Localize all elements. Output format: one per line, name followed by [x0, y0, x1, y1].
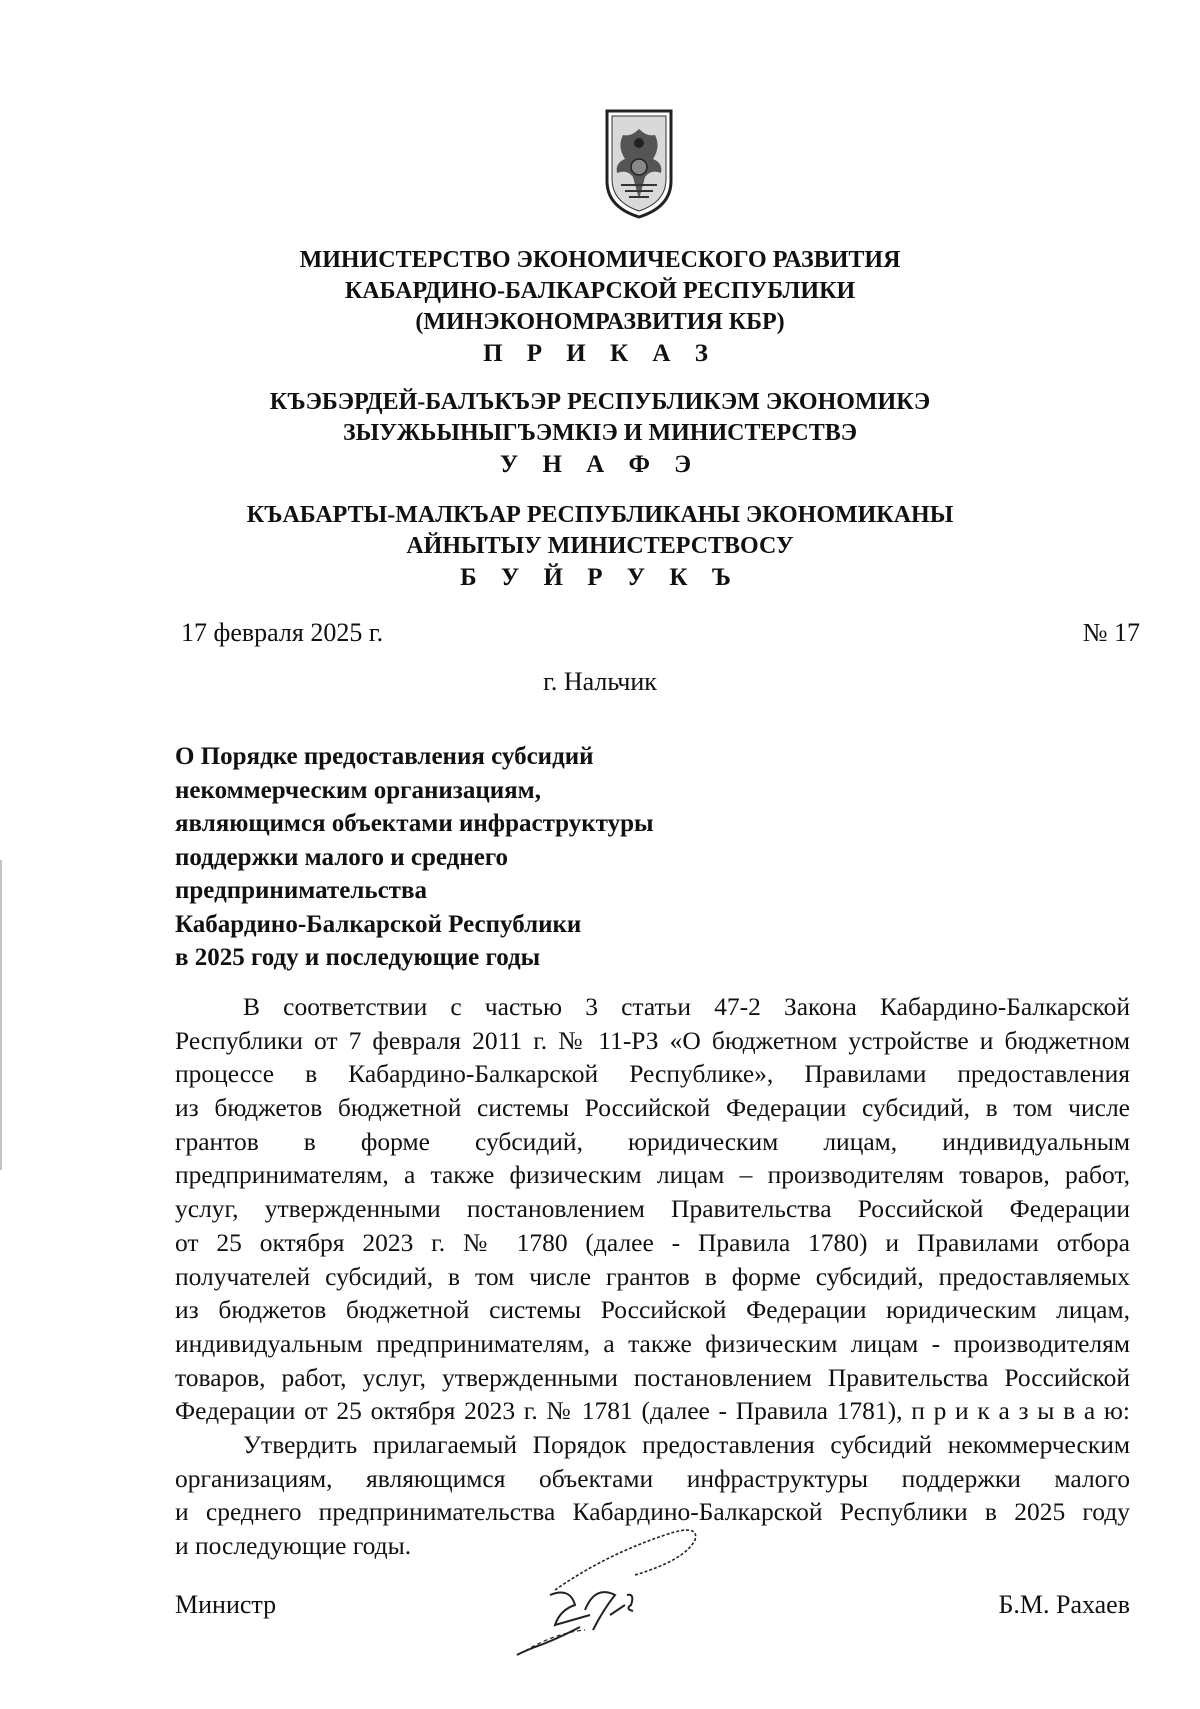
scan-edge-artifact	[0, 860, 2, 1170]
body-line: и последующие годы.	[175, 1531, 412, 1560]
order-date: 17 февраля 2025 г.	[181, 618, 384, 647]
title-line: О Порядке предоставления субсидий	[175, 743, 594, 770]
title-line: поддержки малого и среднего	[175, 843, 509, 871]
title-line: предпринимательства	[175, 877, 427, 904]
ministry-line: (МИНЭКОНОМРАЗВИТИЯ КБР)	[415, 309, 785, 335]
ministry-line: АЙНЫТЫУ МИНИСТЕРСТВОСУ	[406, 533, 794, 559]
body-line: получателей субсидий, в том числе грантов в форме субсидий, предоставляемых	[175, 1261, 1130, 1291]
order-word-krc: Б У Й Р У К Ъ	[460, 564, 740, 591]
body-line: из бюджетов бюджетной системы Российской Федерации субсидий, в том числе	[175, 1093, 1130, 1123]
body-line: организациям, являющимся объектами инфраструктуры поддержки малого	[175, 1463, 1130, 1493]
body-line: грантов в форме субсидий, юридическим лицам, индивидуальным	[175, 1126, 1130, 1156]
body-line: и среднего предпринимательства Кабардино-Балкарской Республики в 2025 году	[175, 1497, 1130, 1527]
body-line: услуг, утвержденными постановлением Правительства Российской Федерации	[175, 1194, 1130, 1224]
order-word-kbd: У Н А Ф Э	[499, 451, 701, 478]
body-line: Республики от 7 февраля 2011 г. № 11-РЗ «О бюджетном устройстве и бюджетном	[175, 1025, 1130, 1055]
ministry-line: КЪАБАРТЫ-МАЛКЪАР РЕСПУБЛИКАНЫ ЭКОНОМИКАНЫ	[246, 502, 954, 528]
order-body	[175, 990, 1130, 1563]
order-city: г. Нальчик	[543, 667, 657, 696]
title-line: Кабардино-Балкарской Республики	[175, 910, 582, 938]
body-line: Федерации от 25 октября 2023 г. № 1781 (далее - Правила 1781), п р и к а з ы в а ю:	[175, 1396, 1130, 1426]
ministry-line: ЗЫУЖЬЫНЫГЪЭМКIЭ И МИНИСТЕРСТВЭ	[342, 420, 858, 446]
order-word-ru: П Р И К А З	[483, 340, 717, 367]
ministry-line: КАБАРДИНО-БАЛКАРСКОЙ РЕСПУБЛИКИ	[344, 278, 856, 304]
body-line: из бюджетов бюджетной системы Российской Федерации юридическим лицам,	[175, 1295, 1130, 1325]
body-line: процессе в Кабардино-Балкарской Республике», Правилами предоставления	[175, 1059, 1130, 1089]
body-line: индивидуальным предпринимателям, а также физическим лицам - производителям	[175, 1328, 1130, 1358]
handwritten-signature	[515, 1515, 770, 1665]
ministry-header-ru	[0, 245, 1200, 369]
title-line: в 2025 году и последующие годы	[175, 944, 541, 971]
order-title	[175, 740, 735, 975]
body-line: товаров, работ, услуг, утвержденными постановлением Правительства Российской	[175, 1362, 1130, 1392]
coat-of-arms-emblem	[603, 107, 675, 220]
ministry-header-krc	[0, 500, 1200, 593]
title-line: являющимся объектами инфраструктуры	[175, 810, 654, 837]
body-line: Утвердить прилагаемый Порядок предоставления субсидий некоммерческим	[243, 1429, 1130, 1459]
body-line: В соответствии с частью 3 статьи 47-2 Закона Кабардино-Балкарской	[243, 992, 1130, 1021]
body-line: предпринимателям, а также физическим лицам – производителям товаров, работ,	[175, 1160, 1130, 1190]
ministry-header-kbd	[0, 387, 1200, 480]
order-number: № 17	[1082, 618, 1140, 647]
ministry-line: КЪЭБЭРДЕЙ-БАЛЪКЪЭР РЕСПУБЛИКЭМ ЭКОНОМИКЭ	[269, 389, 931, 415]
body-line: от 25 октября 2023 г. № 1780 (далее - Правила 1780) и Правилами отбора	[175, 1227, 1130, 1257]
ministry-line: МИНИСТЕРСТВО ЭКОНОМИЧЕСКОГО РАЗВИТИЯ	[299, 247, 901, 273]
signatory-role: Министр	[175, 1590, 277, 1619]
signatory-name: Б.М. Рахаев	[998, 1590, 1130, 1619]
title-line: некоммерческим организациям,	[175, 776, 541, 804]
